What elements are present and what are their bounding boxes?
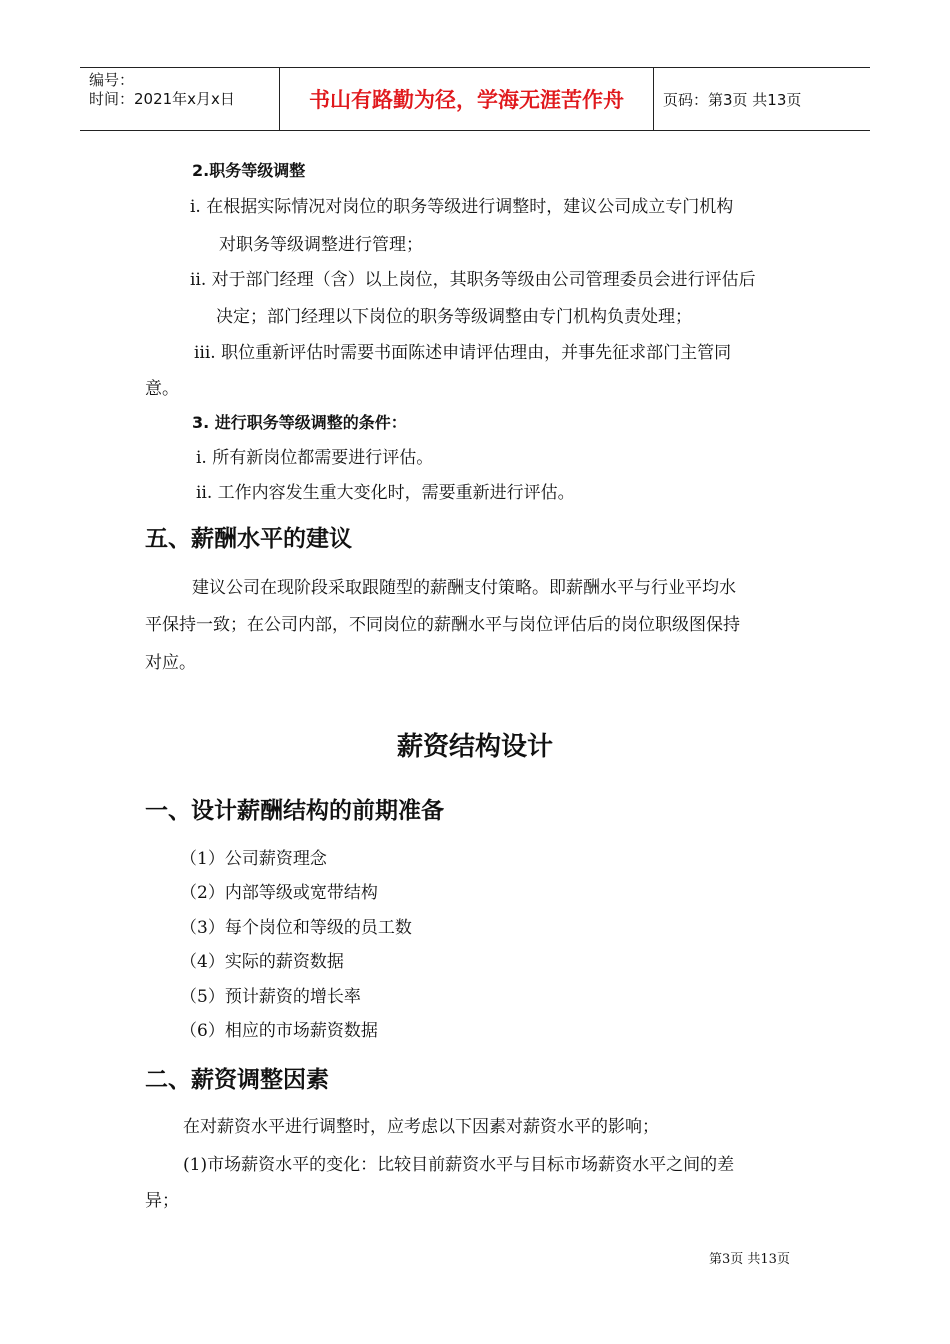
part-1-item: （3）每个岗位和等级的员工数 bbox=[180, 918, 412, 938]
section-2-heading: 2.职务等级调整 bbox=[192, 161, 306, 180]
section-5-para-line3: 对应。 bbox=[145, 653, 196, 673]
header-page-info: 页码：第3页 共13页 bbox=[663, 90, 802, 109]
section-5-para-line1: 建议公司在现阶段采取跟随型的薪酬支付策略。即薪酬水平与行业平均水 bbox=[192, 578, 736, 598]
document-title: 薪资结构设计 bbox=[396, 732, 553, 762]
page-footer: 第3页 共13页 bbox=[709, 1252, 790, 1267]
part-1-item: （2）内部等级或宽带结构 bbox=[180, 883, 378, 903]
part-1-heading: 一、设计薪酬结构的前期准备 bbox=[145, 798, 444, 824]
section-2-item-ii-line1: ⅱ. 对于部门经理（含）以上岗位，其职务等级由公司管理委员会进行评估后 bbox=[190, 270, 756, 290]
section-3-item-ii: ⅱ. 工作内容发生重大变化时，需要重新进行评估。 bbox=[196, 483, 575, 503]
part-1-item: （1）公司薪资理念 bbox=[180, 849, 327, 869]
section-5-heading: 五、薪酬水平的建议 bbox=[145, 526, 352, 552]
section-3-item-i: ⅰ. 所有新岗位都需要进行评估。 bbox=[196, 448, 434, 468]
header-number: 编号： bbox=[89, 71, 135, 89]
part-2-intro: 在对薪资水平进行调整时，应考虑以下因素对薪资水平的影响； bbox=[183, 1117, 659, 1137]
section-2-item-i-line1: ⅰ. 在根据实际情况对岗位的职务等级进行调整时，建议公司成立专门机构 bbox=[190, 197, 734, 217]
section-5-para-line2: 平保持一致；在公司内部，不同岗位的薪酬水平与岗位评估后的岗位职级图保持 bbox=[145, 615, 740, 635]
section-2-item-iii-line1: ⅲ. 职位重新评估时需要书面陈述申请评估理由，并事先征求部门主管同 bbox=[194, 343, 732, 363]
section-3-heading: 3. 进行职务等级调整的条件： bbox=[192, 413, 407, 432]
part-1-item: （6）相应的市场薪资数据 bbox=[180, 1021, 378, 1041]
part-2-item1-line2: 异； bbox=[145, 1191, 179, 1211]
section-2-item-i-line2: 对职务等级调整进行管理； bbox=[219, 235, 423, 255]
section-2-item-ii-line2: 决定；部门经理以下岗位的职务等级调整由专门机构负责处理； bbox=[216, 307, 692, 327]
part-1-item: （5）预计薪资的增长率 bbox=[180, 987, 361, 1007]
part-2-heading: 二、薪资调整因素 bbox=[145, 1067, 329, 1093]
header-motto: 书山有路勤为径，学海无涯苦作舟 bbox=[280, 68, 654, 130]
section-2-item-iii-line2: 意。 bbox=[145, 379, 179, 399]
part-1-item: （4）实际的薪资数据 bbox=[180, 952, 344, 972]
header-date: 时间：2021年x月x日 bbox=[89, 90, 235, 108]
part-2-item1-line1: (1)市场薪资水平的变化：比较目前薪资水平与目标市场薪资水平之间的差 bbox=[183, 1155, 735, 1175]
